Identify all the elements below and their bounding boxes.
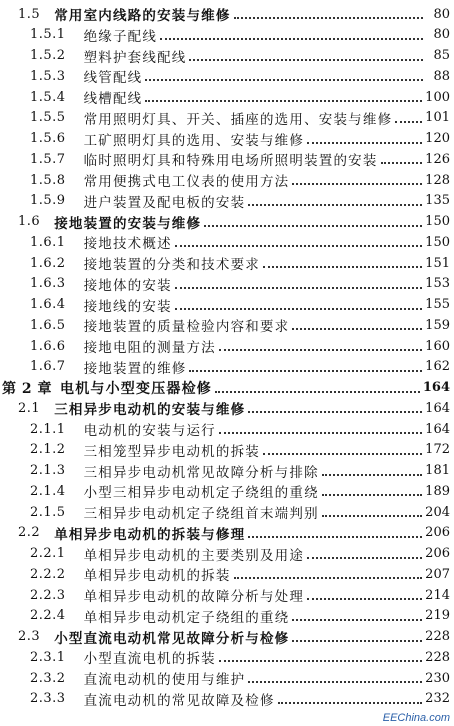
toc-entry-title: 常用便携式电工仪表的使用方法: [83, 174, 290, 190]
toc-entry: [0, 45, 454, 67]
toc-entry-page: 228: [425, 629, 450, 644]
toc-entry-title: 接地装置的分类和技术要求: [83, 257, 260, 273]
toc-entry-page: 162: [425, 359, 450, 375]
toc-entry-page: 100: [425, 89, 450, 105]
toc-entry-title: 三相异步电动机定子绕组首末端判别: [83, 506, 319, 522]
toc-entry-title: 三相笼型异步电动机的拆装: [83, 443, 260, 460]
toc-entry: [0, 688, 454, 710]
dot-leader: [322, 494, 422, 496]
dot-leader: [292, 183, 422, 185]
toc-entry-page: 206: [425, 525, 450, 541]
toc-entry-number: 2.1.1: [30, 421, 66, 437]
toc-entry: [0, 584, 454, 606]
toc-entry: [0, 231, 454, 253]
toc-entry-title: 接地装置的质量检验内容和要求: [83, 319, 290, 336]
dot-leader: [307, 142, 422, 144]
toc-entry: [0, 397, 454, 419]
toc-entry: [0, 646, 454, 668]
toc-entry-title: 接地体的安装: [83, 277, 172, 294]
dot-leader: [322, 515, 422, 517]
toc-entry-page: 120: [425, 131, 450, 146]
toc-entry-page: 101: [425, 110, 450, 126]
toc-entry-title: 小型直流电动机常见故障分析与检修: [54, 630, 290, 647]
toc-entry-page: 80: [433, 6, 450, 22]
toc-entry-page: 135: [425, 193, 450, 209]
toc-entry: [0, 605, 454, 627]
toc-entry-title: 接地装置的维修: [83, 360, 187, 377]
toc-entry-page: 164: [425, 400, 450, 416]
toc-entry-number: 1.5.6: [30, 131, 66, 146]
toc-entry-number: 1.6.2: [30, 255, 66, 271]
toc-entry-page: 207: [425, 566, 450, 582]
toc-entry: [0, 667, 454, 689]
toc-entry: [0, 65, 454, 87]
toc-entry-title: 单相异步电动机的故障分析与处理: [83, 589, 305, 605]
dot-leader: [263, 453, 422, 455]
toc-entry-page: 153: [425, 276, 450, 292]
dot-leader: [160, 38, 423, 40]
toc-entry-number: 1.5.7: [30, 151, 66, 167]
toc-entry-number: 2.1.5: [30, 504, 66, 520]
toc-entry: [0, 480, 454, 502]
dot-leader: [322, 474, 422, 476]
toc-entry-page: 189: [425, 483, 450, 499]
dot-leader: [219, 432, 422, 434]
toc-entry: [0, 563, 454, 585]
toc-entry: [0, 107, 454, 129]
toc-entry-page: 164: [425, 421, 450, 437]
toc-entry-number: 1.5.4: [30, 89, 66, 105]
toc-entry: [0, 86, 454, 108]
dot-leader: [215, 391, 420, 393]
toc-entry-page: 80: [433, 27, 450, 43]
toc-entry: [0, 439, 454, 461]
toc-entry: [0, 3, 454, 25]
toc-entry-number: 2.2.1: [30, 546, 66, 561]
toc-entry-page: 159: [425, 317, 450, 333]
dot-leader: [292, 619, 422, 621]
dot-leader: [395, 121, 422, 123]
toc-entry-page: 230: [425, 670, 450, 686]
toc-entry-page: 155: [425, 297, 450, 312]
toc-entry-page: 219: [425, 608, 450, 624]
toc-entry-number: 2.3: [18, 629, 41, 644]
toc-entry: [0, 501, 454, 523]
toc-entry-number: 1.5.5: [30, 110, 66, 126]
toc-entry-number: 1.6.6: [30, 338, 66, 354]
dot-leader: [292, 328, 422, 330]
toc-entry-number: 1.6.3: [30, 276, 66, 292]
dot-leader: [248, 204, 422, 206]
toc-entry-page: 204: [425, 504, 450, 520]
toc-entry: [0, 148, 454, 170]
dot-leader: [307, 557, 422, 559]
toc-entry-number: 1.5: [18, 6, 41, 22]
toc-entry-title: 线槽配线: [83, 91, 143, 107]
toc-entry-number: 2.2: [18, 525, 41, 541]
toc-entry-number: 1.6.4: [30, 297, 66, 312]
toc-entry-title: 三相异步电动机常见故障分析与排除: [83, 464, 319, 481]
toc-entry-number: 1.5.1: [30, 27, 66, 43]
toc-entry-page: 85: [433, 48, 450, 63]
toc-entry: [0, 190, 454, 212]
toc-entry: [0, 543, 454, 565]
dot-leader: [234, 577, 423, 579]
dot-leader: [204, 225, 422, 227]
toc-entry-title: 单相异步电动机的拆装与修理: [54, 526, 246, 543]
toc-entry: [0, 294, 454, 316]
toc-entry-title: 单相异步电动机的主要类别及用途: [83, 547, 305, 564]
toc-entry-title: 接地技术概述: [83, 236, 172, 253]
toc-entry: [0, 377, 454, 399]
toc-entry-number: 1.6.5: [30, 317, 66, 333]
toc-entry-title: 工矿照明灯具的选用、安装与维修: [83, 132, 305, 149]
dot-leader: [292, 640, 422, 642]
dot-leader: [234, 17, 423, 19]
toc-entry-title: 小型三相异步电动机定子绕组的重绕: [83, 485, 319, 502]
dot-leader: [145, 79, 423, 81]
toc-entry-number: 2.1.4: [30, 483, 66, 499]
toc-entry-page: 172: [425, 442, 450, 458]
toc-entry: [0, 460, 454, 482]
toc-entry-title: 塑料护套线配线: [83, 49, 187, 66]
toc-entry-title: 接地电阻的测量方法: [83, 340, 216, 356]
toc-entry-number: 1.6.7: [30, 359, 66, 375]
watermark-logo: EEChina.com: [382, 712, 450, 724]
dot-leader: [175, 245, 422, 247]
toc-entry-page: 232: [425, 691, 450, 707]
toc-entry-page: 160: [425, 338, 450, 354]
dot-leader: [248, 681, 422, 683]
dot-leader: [263, 266, 422, 268]
toc-entry: [0, 356, 454, 378]
dot-leader: [248, 411, 422, 413]
toc-entry-page: 128: [425, 172, 450, 188]
dot-leader: [307, 598, 422, 600]
toc-entry-page: 151: [425, 255, 450, 271]
toc-entry-title: 临时照明灯具和特殊用电场所照明装置的安装: [83, 153, 378, 170]
toc-entry-number: 2.3.3: [30, 691, 66, 707]
toc-entry-page: 228: [425, 649, 450, 665]
toc-entry-title: 电动机的安装与运行: [83, 423, 216, 439]
toc-entry-number: 2.3.2: [30, 670, 66, 686]
toc-entry-page: 181: [425, 463, 450, 478]
toc-entry-number: 2.2.4: [30, 608, 66, 624]
toc-entry-title: 接地装置的安装与维修: [54, 215, 202, 232]
toc-entry-title: 三相异步电动机的安装与维修: [54, 402, 246, 419]
toc-entry-page: 150: [425, 214, 450, 229]
toc-entry-title: 直流电动机的使用与维护: [83, 672, 246, 688]
toc-entry-number: 1.5.3: [30, 68, 66, 84]
toc-entry-number: 2.3.1: [30, 649, 66, 665]
toc-entry-title: 单相异步电动机定子绕组的重绕: [83, 609, 290, 626]
dot-leader: [219, 349, 422, 351]
dot-leader: [248, 536, 422, 538]
toc-entry-number: 1.6: [18, 214, 41, 229]
toc-entry-number: 1.6.1: [30, 234, 66, 250]
dot-leader: [175, 287, 422, 289]
toc-entry-number: 第 2 章: [2, 380, 52, 397]
dot-leader: [189, 370, 422, 372]
dot-leader: [145, 100, 422, 102]
toc-entry-title: 电机与小型变压器检修: [60, 380, 212, 397]
toc-entry-title: 小型直流电机的拆装: [83, 651, 216, 668]
toc-entry-page: 164: [422, 380, 450, 395]
toc-entry-number: 1.5.8: [30, 172, 66, 188]
toc-entry-page: 88: [433, 68, 450, 84]
toc-entry: [0, 314, 454, 336]
toc-entry-title: 绝缘子配线: [83, 28, 158, 45]
toc-entry: [0, 626, 454, 648]
dot-leader: [278, 702, 422, 704]
toc-entry-number: 2.2.3: [30, 587, 66, 603]
toc-entry: [0, 24, 454, 46]
toc-entry: [0, 418, 454, 440]
toc-entry-number: 1.5.2: [30, 48, 66, 63]
toc-entry-title: 接地线的安装: [83, 298, 172, 315]
toc-entry-number: 2.1: [18, 400, 41, 416]
toc-entry: [0, 252, 454, 274]
toc-entry-number: 2.1.3: [30, 463, 66, 478]
dot-leader: [189, 59, 423, 61]
toc-entry-title: 常用照明灯具、开关、插座的选用、安装与维修: [83, 111, 393, 128]
toc-entry-page: 214: [425, 587, 450, 603]
toc-entry: [0, 522, 454, 544]
toc-entry-title: 单相异步电动机的拆装: [83, 568, 231, 585]
dot-leader: [381, 162, 423, 164]
toc-entry-number: 2.1.2: [30, 442, 66, 458]
toc-entry-page: 206: [425, 546, 450, 561]
toc-entry: [0, 211, 454, 233]
toc-entry-title: 进户装置及配电板的安装: [83, 194, 246, 211]
toc-entry: [0, 169, 454, 191]
toc-entry-title: 线管配线: [83, 70, 143, 87]
toc-entry-title: 常用室内线路的安装与维修: [54, 8, 231, 24]
dot-leader: [219, 660, 422, 662]
toc-entry: [0, 335, 454, 357]
toc-entry-page: 150: [425, 234, 450, 250]
toc-entry: [0, 128, 454, 150]
toc-entry-page: 126: [425, 151, 450, 167]
toc-entry: [0, 273, 454, 295]
dot-leader: [175, 308, 422, 310]
toc-entry-title: 直流电动机的常见故障及检修: [83, 692, 275, 709]
toc-entry-number: 1.5.9: [30, 193, 66, 209]
toc-entry-number: 2.2.2: [30, 566, 66, 582]
